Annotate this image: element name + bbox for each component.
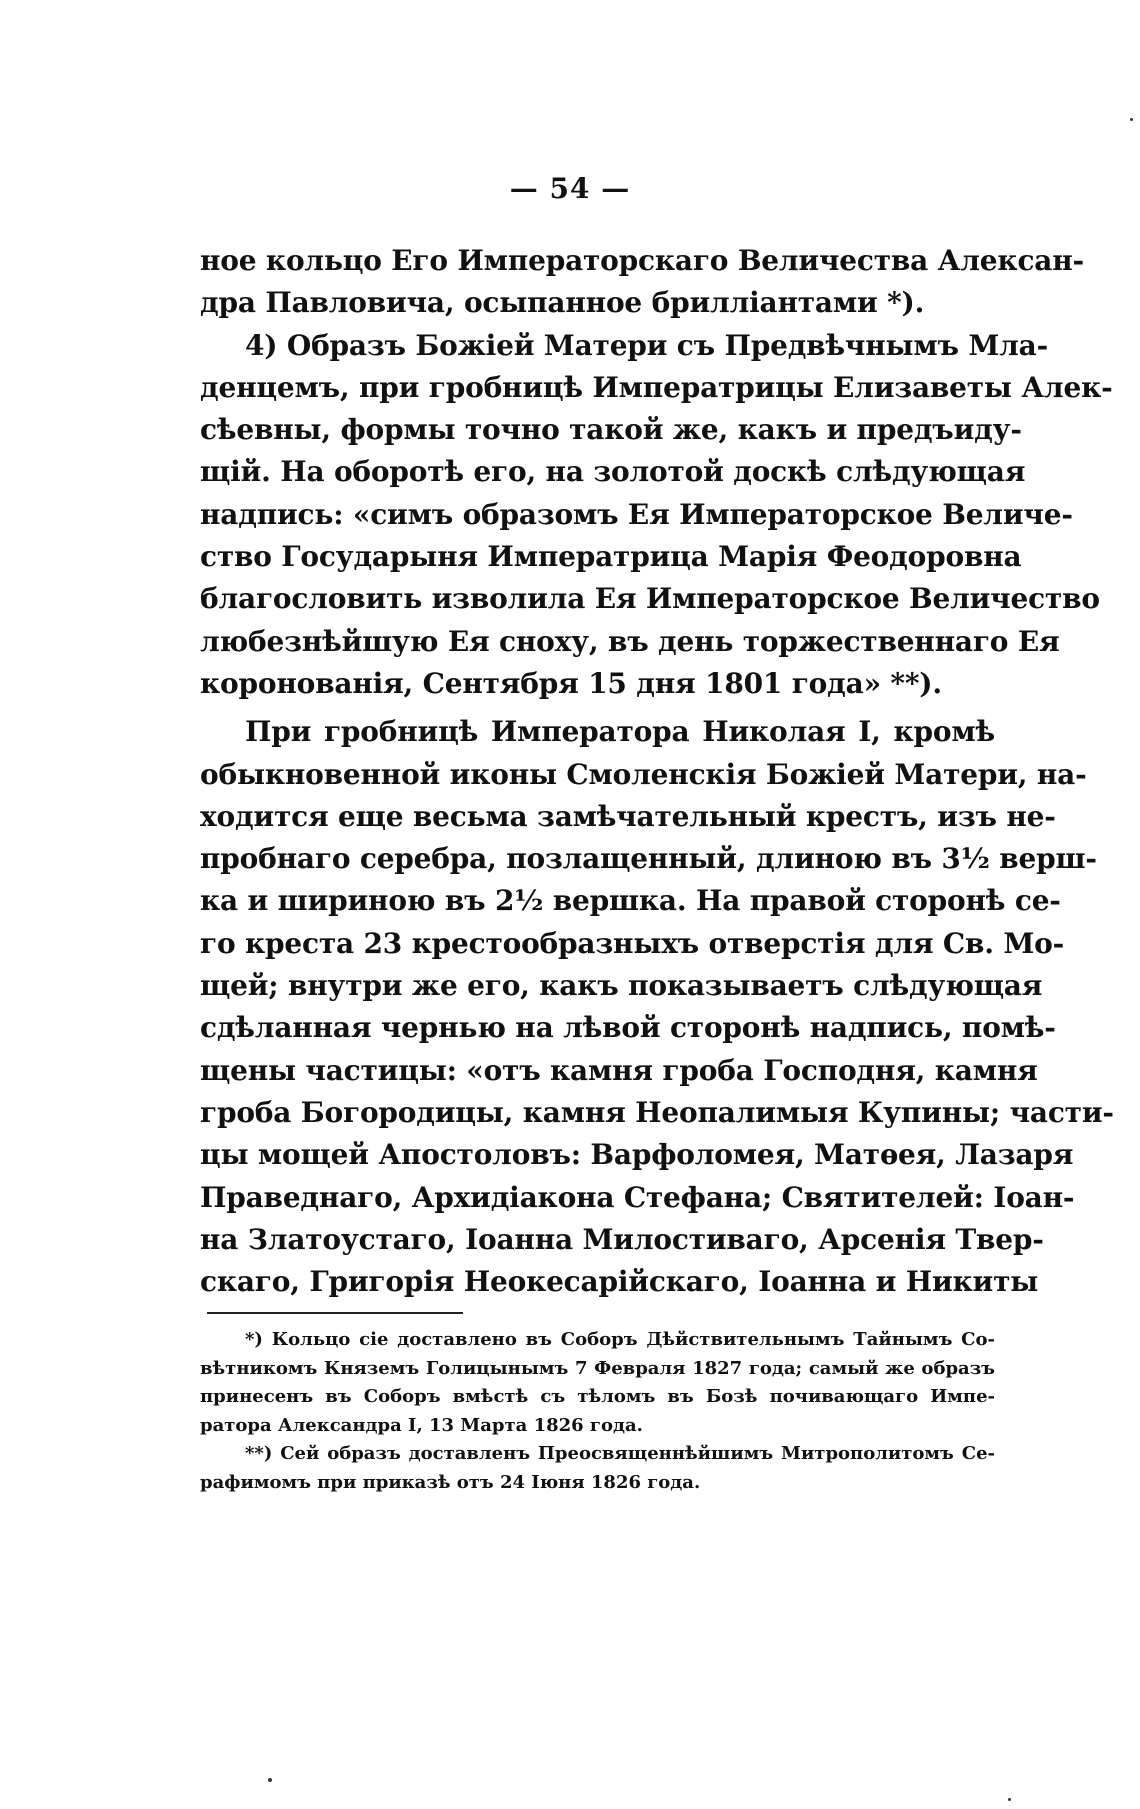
body-line: При гробницѣ Императора Николая I, кромѣ — [245, 715, 995, 749]
footnotes — [200, 1326, 995, 1497]
body-line: обыкновенной иконы Смоленскiя Божiей Матери, на- — [200, 757, 1087, 791]
body-line: ходится еще весьма замѣчательный крестъ, изъ не- — [200, 799, 1056, 833]
body-line: дра Павловича, осыпанное бриллiантами *). — [200, 286, 925, 320]
body-line: го креста 23 крестообразныхъ отверстiя для Св. Мо- — [200, 926, 1065, 960]
body-line: ное кольцо Его Императорскаго Величества Алексан- — [200, 244, 1084, 277]
footnote-line: **) Сей образъ доставленъ Преосвященнѣйшимъ Митрополитомъ Се- — [245, 1443, 995, 1464]
body-line: пробнаго серебра, позлащенный, длиною въ 3½ верш- — [200, 842, 1097, 876]
body-line: ка и шириною въ 2½ вершка. На правой сторонѣ се- — [200, 884, 1061, 918]
scan-speck — [1008, 1798, 1011, 1801]
body-line: Праведнаго, Архидiакона Стефана; Святителей: Iоан- — [200, 1180, 1075, 1214]
body-line: щей; внутри же его, какъ показываетъ слѣдующая — [200, 969, 1043, 1003]
scan-speck — [1130, 118, 1133, 121]
body-line: гроба Богородицы, камня Неопалимыя Купины; части- — [200, 1095, 1114, 1129]
scan-speck — [268, 1778, 272, 1782]
footnote-line: ратора Александра I, 13 Марта 1826 года. — [200, 1414, 643, 1436]
body-line: благословить изволила Ея Императорское Величество — [200, 582, 1100, 616]
page-number: — 54 — — [509, 172, 631, 205]
body-line: ство Государыня Императрица Марiя Феодоровна — [200, 540, 1022, 574]
body-line: сдѣланная чернью на лѣвой сторонѣ надпись, помѣ- — [200, 1011, 1056, 1045]
body-line: цы мощей Апостоловъ: Варфоломея, Матѳея, Лазаря — [200, 1138, 1074, 1172]
body-line: коронованiя, Сентября 15 дня 1801 года» **). — [200, 666, 942, 700]
body-line: сѣевны, формы точно такой же, какъ и предъиду- — [200, 413, 1022, 447]
footnote-line: вѣтникомъ Княземъ Голицынымъ 7 Февраля 1827 года; самый же образъ — [200, 1357, 995, 1379]
footnote-line: *) Кольцо сiе доставлено въ Соборъ Дѣйствительнымъ Тайнымъ Со- — [245, 1329, 995, 1350]
body-line: щiй. На оборотѣ его, на золотой доскѣ слѣдующая — [200, 455, 1026, 489]
body-line: надпись: «симъ образомъ Ея Императорское Величе- — [200, 497, 1073, 531]
body-line: любезнѣйшую Ея сноху, въ день торжественнаго Ея — [200, 624, 1060, 658]
body-line: 4) Образъ Божiей Матери съ Предвѣчнымъ Мла- — [245, 328, 1049, 362]
body-line: на Златоустаго, Iоанна Милостиваго, Арсенiя Твер- — [200, 1222, 1044, 1256]
footnote-line: принесенъ въ Соборъ вмѣстѣ съ тѣломъ въ Бозѣ почивающаго Импе- — [200, 1386, 995, 1407]
body-text — [200, 240, 1114, 1303]
body-line: щены частицы: «отъ камня гроба Господня, камня — [200, 1053, 1038, 1087]
body-line: денцемъ, при гробницѣ Императрицы Елизаветы Алек- — [200, 370, 1113, 404]
body-line: скаго, Григорiя Неокесарiйскаго, Iоанна и Никиты — [200, 1265, 1039, 1299]
footnote-line: рафимомъ при приказѣ отъ 24 Iюня 1826 года. — [200, 1471, 701, 1493]
footnote-divider — [207, 1312, 463, 1314]
